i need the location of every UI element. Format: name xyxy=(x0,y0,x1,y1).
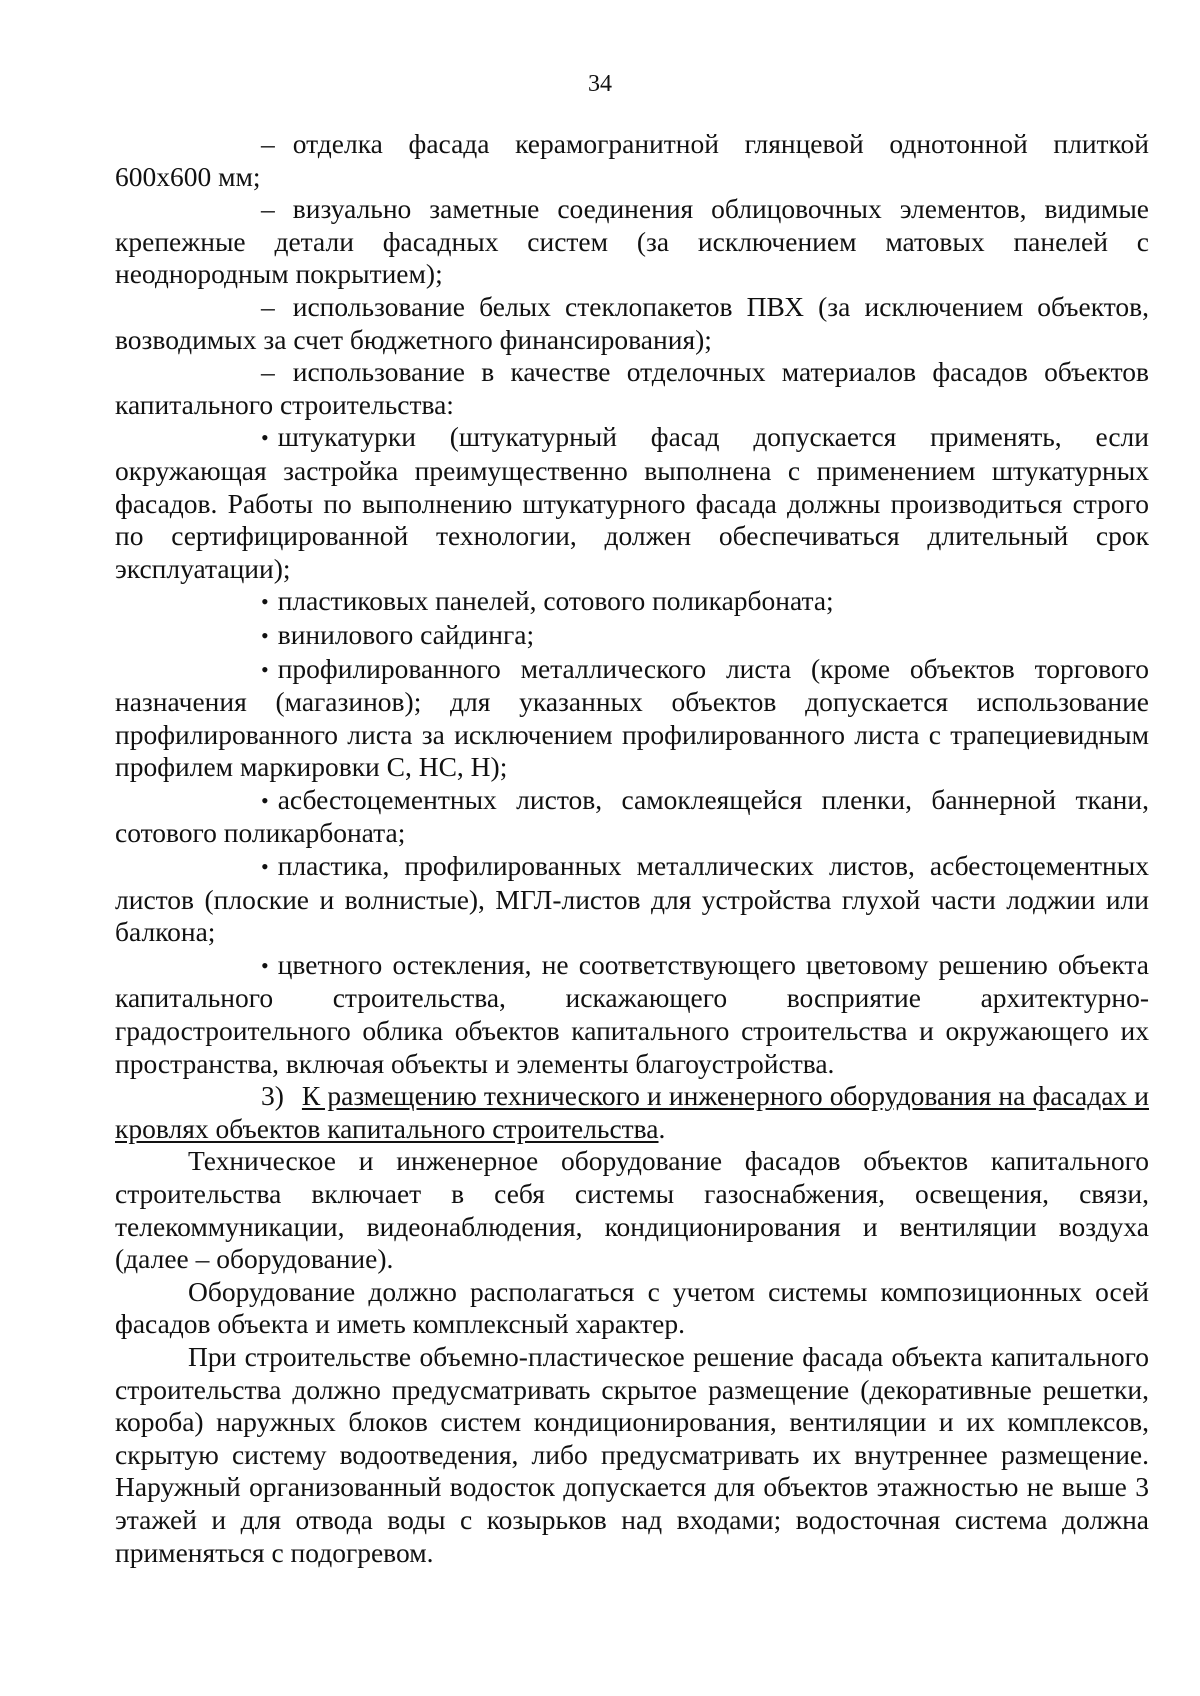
list-item-dash xyxy=(115,291,1149,356)
list-item-bullet xyxy=(115,585,1149,619)
document-body xyxy=(115,128,1149,1569)
list-item-text: использование белых стеклопакетов ПВХ (за исключением объектов, возводимых за счет бюджетного финансирования); xyxy=(115,290,1149,355)
bullet-marker: • xyxy=(261,656,269,682)
bullet-marker: • xyxy=(261,854,269,880)
bullet-marker: • xyxy=(261,589,269,615)
section-heading-end: . xyxy=(658,1112,666,1144)
dash-marker: – xyxy=(261,128,275,159)
dash-marker: – xyxy=(261,290,275,322)
list-item-text: пластика, профилированных металлических листов, асбестоцементных листов (плоские и волнистые), МГЛ-листов для устройства глухой части лоджии или балкона; xyxy=(115,850,1149,948)
list-item-bullet xyxy=(115,850,1149,949)
bullet-marker: • xyxy=(261,952,269,978)
list-item-bullet xyxy=(115,949,1149,1080)
body-paragraph: При строительстве объемно-пластическое решение фасада объекта капитального строительства должно предусматривать скрытое размещение (декоративные решетки, короба) наружных блоков систем кондиционирования, вентиляции и их комплексов, скрытую систему водоотведения, либо предусматривать их внутреннее размещение. Наружный организованный водосток допускается для объектов этажностью не выше 3 этажей и для отвода воды с козырьков над входами; водосточная система должна применяться с подогревом. xyxy=(115,1340,1149,1568)
list-item-bullet xyxy=(115,653,1149,784)
section-number: 3) xyxy=(261,1080,284,1112)
bullet-marker: • xyxy=(261,622,269,648)
dash-marker: – xyxy=(261,356,275,388)
list-item-text: штукатурки (штукатурный фасад допускается применять, если окружающая застройка преимущественно выполнена с применением штукатурных фасадов. Работы по выполнению штукатурного фасада должны производиться строго по сертифицированной технологии, должен обеспечиваться длительный срок эксплуатации); xyxy=(115,421,1149,584)
list-item-text: пластиковых панелей, сотового поликарбоната; xyxy=(277,585,834,617)
bullet-marker: • xyxy=(261,425,269,451)
list-item-dash xyxy=(115,128,1149,193)
list-item-dash xyxy=(115,356,1149,421)
bullet-marker: • xyxy=(261,787,269,813)
page-number: 34 xyxy=(588,71,612,97)
list-item-bullet xyxy=(115,784,1149,850)
list-item-text: асбестоцементных листов, самоклеящейся пленки, баннерной ткани, сотового поликарбоната; xyxy=(115,783,1149,849)
list-item-text: винилового сайдинга; xyxy=(277,618,535,650)
body-paragraph: Оборудование должно располагаться с учетом системы композиционных осей фасадов объекта и иметь комплексный характер. xyxy=(115,1275,1149,1340)
list-item-text: цветного остекления, не соответствующего цветовому решению объекта капитального строительства, искажающего восприятие архитектурно-градостроительного облика объектов капитального строительства и окружающего их пространства, включая объекты и элементы благоустройства. xyxy=(115,948,1149,1079)
list-item-text: отделка фасада керамогранитной глянцевой однотонной плиткой 600х600 мм; xyxy=(115,128,1149,192)
dash-marker: – xyxy=(261,193,275,225)
list-item-text: профилированного металлического листа (кроме объектов торгового назначения (магазинов); для указанных объектов допускается использование профилированного листа за исключением профилированного листа с трапециевидным профилем маркировки С, НС, Н); xyxy=(115,652,1149,783)
section-heading xyxy=(115,1080,1149,1145)
list-item-text: использование в качестве отделочных материалов фасадов объектов капитального строительства: xyxy=(115,356,1149,420)
list-item-bullet xyxy=(115,421,1149,585)
list-item-text: визуально заметные соединения облицовочных элементов, видимые крепежные детали фасадных систем (за исключением матовых панелей с неоднородным покрытием); xyxy=(115,193,1149,290)
list-item-dash xyxy=(115,193,1149,291)
body-paragraph: Техническое и инженерное оборудование фасадов объектов капитального строительства включает в себя системы газоснабжения, освещения, связи, телекоммуникации, видеонаблюдения, кондиционирования и вентиляции воздуха (далее – оборудование). xyxy=(115,1145,1149,1275)
section-heading-text: К размещению технического и инженерного оборудования на фасадах и кровлях объектов капитального строительства xyxy=(115,1080,1149,1144)
list-item-bullet xyxy=(115,619,1149,653)
